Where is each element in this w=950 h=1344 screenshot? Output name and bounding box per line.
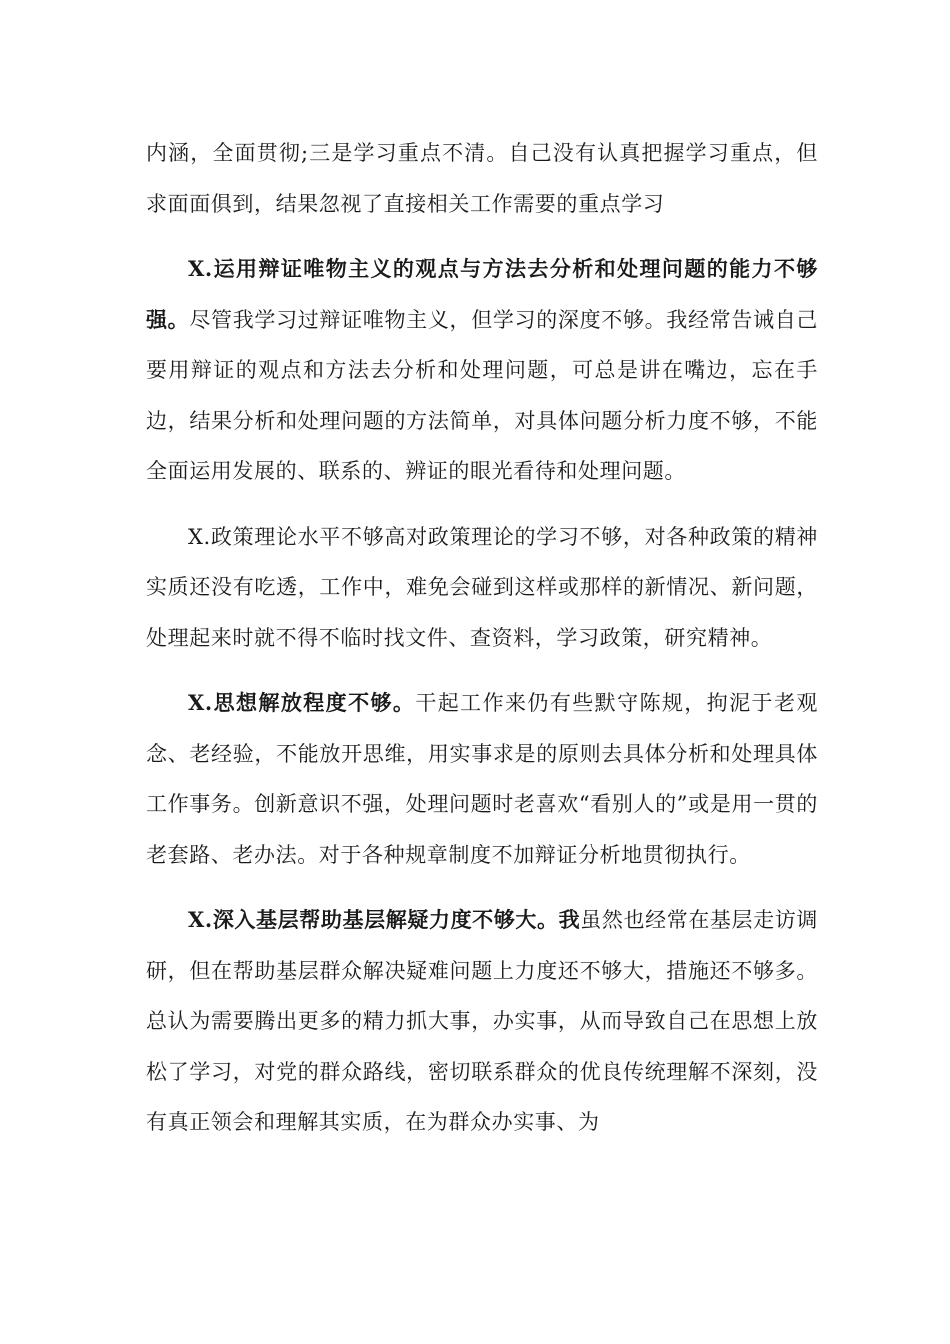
paragraph-body-dialectics: 尽管我学习过辩证唯物主义，但学习的深度不够。我经常告诫自己要用辩证的观点和方法去分析和处理问题，可总是讲在嘴边，忘在手边，结果分析和处理问题的方法简单，对具体问题分析力度不够，不能全面运用发展的、联系的、辨证的眼光看待和处理问题。 <box>146 307 818 483</box>
document-body <box>146 128 818 1148</box>
paragraph-grassroots <box>146 895 818 1148</box>
paragraph-heading-thought-liberation: X.思想解放程度不够。 <box>188 690 416 715</box>
paragraph-body-thought-liberation: 干起工作来仍有些默守陈规，拘泥于老观念、老经验，不能放开思维，用实事求是的原则去具体分析和处理具体工作事务。创新意识不强，处理问题时老喜欢“看别人的”或是用一贯的老套路、老办法。对于各种规章制度不加辩证分析地贯彻执行。 <box>146 691 818 867</box>
paragraph-heading-dialectics: X.运用辩证唯物主义的观点与方法去分析和处理问题的能力不够强。 <box>146 256 818 332</box>
paragraph-thought-liberation <box>146 678 818 880</box>
paragraph-body-grassroots: 虽然也经常在基层走访调研，但在帮助基层群众解决疑难问题上力度还不够大，措施还不够多。总认为需要腾出更多的精力抓大事，办实事，从而导致自己在思想上放松了学习，对党的群众路线，密切联系群众的优良传统理解不深刻，没有真正领会和理解其实质，在为群众办实事、为 <box>146 908 818 1134</box>
paragraph-dialectics <box>146 244 818 497</box>
paragraph-heading-grassroots: X.深入基层帮助基层解疑力度不够大。我 <box>188 907 581 932</box>
paragraph-continuation: 内涵，全面贯彻;三是学习重点不清。自己没有认真把握学习重点，但求面面俱到，结果忽视了直接相关工作需要的重点学习 <box>146 141 818 216</box>
paragraph-policy-theory: X.政策理论水平不够高对政策理论的学习不够，对各种政策的精神实质还没有吃透，工作中，难免会碰到这样或那样的新情况、新问题，处理起来时就不得不临时找文件、查资料，学习政策，研究精神。 <box>146 524 818 650</box>
